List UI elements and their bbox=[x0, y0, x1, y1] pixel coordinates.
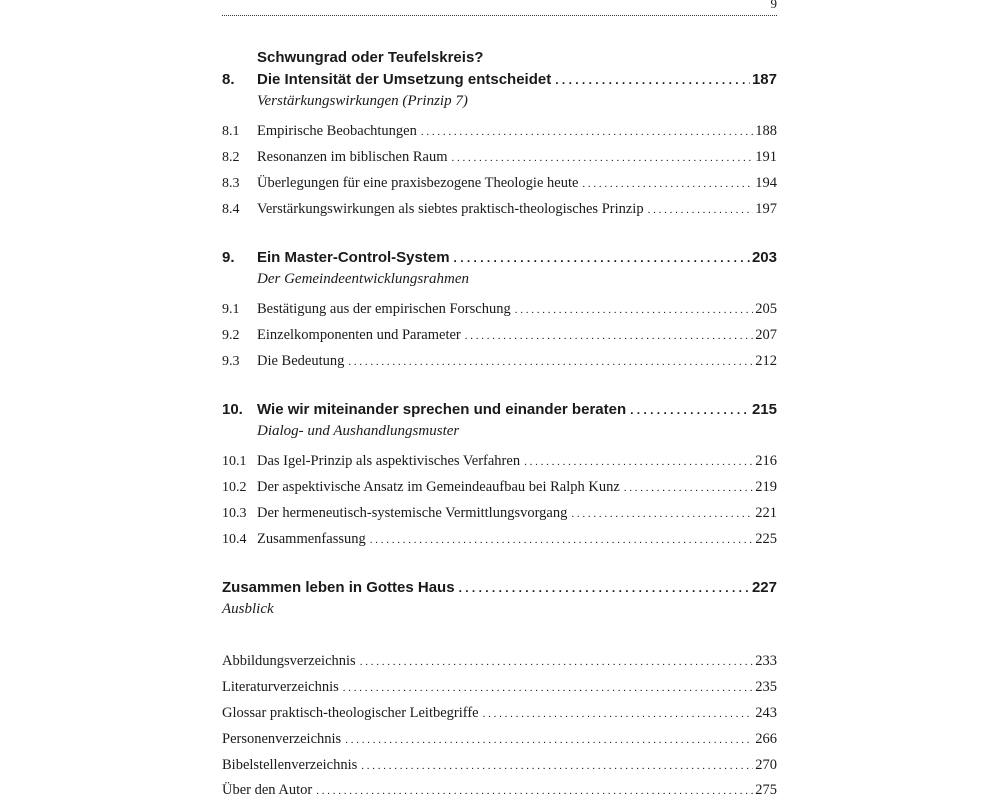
section-title: Das Igel-Prinzip als aspektivisches Verfahren bbox=[257, 453, 521, 469]
dot-leader bbox=[582, 175, 753, 192]
dot-leader bbox=[451, 149, 753, 166]
section-number: 10.1 bbox=[222, 454, 247, 469]
dot-leader bbox=[370, 531, 754, 548]
section-number: 8.1 bbox=[222, 124, 240, 139]
section-title: Empirische Beobachtungen bbox=[257, 123, 417, 139]
dot-leader bbox=[624, 479, 753, 496]
section-title: Einzelkomponenten und Parameter bbox=[257, 327, 461, 343]
section-page: 225 bbox=[755, 531, 777, 547]
chapter-title-line1: Schwungrad oder Teufelskreis? bbox=[257, 49, 484, 66]
toc-entry-section[interactable] bbox=[222, 301, 777, 321]
section-number: 8.3 bbox=[222, 176, 240, 191]
section-number: 9.1 bbox=[222, 302, 240, 317]
section-title: Resonanzen im biblischen Raum bbox=[257, 149, 448, 165]
dot-leader bbox=[361, 757, 753, 774]
toc-entry-chapter-9[interactable] bbox=[222, 249, 777, 269]
section-title: Bestätigung aus der empirischen Forschung bbox=[257, 301, 511, 317]
toc-entry-chapter-10[interactable] bbox=[222, 401, 777, 421]
chapter-number: 10. bbox=[222, 401, 243, 418]
section-page: 216 bbox=[755, 453, 777, 469]
toc-entry-appendix[interactable] bbox=[222, 757, 777, 777]
chapter-number: 9. bbox=[222, 249, 235, 266]
toc-entry-section[interactable] bbox=[222, 123, 777, 143]
appendix-page: 266 bbox=[755, 731, 777, 747]
section-title: Verstärkungswirkungen als siebtes praktisch-theologisches Prinzip bbox=[257, 201, 644, 217]
toc-entry-section[interactable] bbox=[222, 327, 777, 347]
dot-leader bbox=[360, 653, 754, 670]
toc-entry-section[interactable] bbox=[222, 201, 777, 221]
dot-leader bbox=[421, 123, 753, 140]
dot-leader bbox=[465, 327, 754, 344]
toc-entry-section[interactable] bbox=[222, 531, 777, 551]
section-title: Die Bedeutung bbox=[257, 353, 345, 369]
appendix-page: 243 bbox=[755, 705, 777, 721]
chapter-title: Wie wir miteinander sprechen und einander beraten bbox=[257, 401, 627, 418]
toc-entry-section[interactable] bbox=[222, 453, 777, 473]
appendix-title: Literaturverzeichnis bbox=[222, 679, 339, 695]
section-page: 191 bbox=[755, 149, 777, 165]
section-page: 219 bbox=[755, 479, 777, 495]
section-number: 10.2 bbox=[222, 480, 247, 495]
dot-leader bbox=[316, 782, 753, 799]
section-number: 8.2 bbox=[222, 150, 240, 165]
dot-leader bbox=[555, 71, 750, 88]
dot-leader bbox=[459, 579, 750, 596]
section-page: 212 bbox=[755, 353, 777, 369]
appendix-title: Über den Autor bbox=[222, 782, 313, 798]
appendix-page: 233 bbox=[755, 653, 777, 669]
section-page: 205 bbox=[755, 301, 777, 317]
outlook-page: 227 bbox=[751, 579, 777, 596]
chapter-subtitle: Verstärkungswirkungen (Prinzip 7) bbox=[257, 93, 468, 109]
section-number: 10.3 bbox=[222, 506, 247, 521]
dot-leader bbox=[483, 705, 754, 722]
dot-leader bbox=[515, 301, 754, 318]
toc-entry-outlook[interactable] bbox=[222, 579, 777, 599]
appendix-title: Abbildungsverzeichnis bbox=[222, 653, 356, 669]
dot-leader bbox=[348, 353, 753, 370]
dot-leader bbox=[454, 249, 750, 266]
outlook-title: Zusammen leben in Gottes Haus bbox=[222, 579, 455, 596]
header-dotted-rule bbox=[222, 15, 777, 16]
toc-entry-section[interactable] bbox=[222, 479, 777, 499]
dot-leader bbox=[345, 731, 753, 748]
toc-entry-section[interactable] bbox=[222, 353, 777, 373]
toc-entry-appendix[interactable] bbox=[222, 679, 777, 699]
dot-leader bbox=[571, 505, 753, 522]
chapter-title: Ein Master-Control-System bbox=[257, 249, 450, 266]
dot-leader bbox=[343, 679, 754, 696]
section-number: 9.2 bbox=[222, 328, 240, 343]
page-number: 9 bbox=[770, 0, 777, 11]
outlook-subtitle: Ausblick bbox=[222, 601, 274, 617]
toc-entry-appendix[interactable] bbox=[222, 782, 777, 802]
section-page: 221 bbox=[755, 505, 777, 521]
appendix-title: Personenverzeichnis bbox=[222, 731, 342, 747]
appendix-title: Glossar praktisch-theologischer Leitbegriffe bbox=[222, 705, 479, 721]
toc-entry-appendix[interactable] bbox=[222, 653, 777, 673]
chapter-page: 203 bbox=[751, 249, 777, 266]
section-title: Überlegungen für eine praxisbezogene Theologie heute bbox=[257, 175, 579, 191]
appendix-page: 275 bbox=[755, 782, 777, 798]
appendix-page: 235 bbox=[755, 679, 777, 695]
toc-entry-appendix[interactable] bbox=[222, 705, 777, 725]
toc-entry-section[interactable] bbox=[222, 149, 777, 169]
section-page: 207 bbox=[755, 327, 777, 343]
chapter-title: Die Intensität der Umsetzung entscheidet bbox=[257, 71, 552, 88]
toc-entry-section[interactable] bbox=[222, 175, 777, 195]
toc-page bbox=[222, 0, 777, 800]
chapter-page: 187 bbox=[751, 71, 777, 88]
dot-leader bbox=[524, 453, 753, 470]
section-number: 9.3 bbox=[222, 354, 240, 369]
dot-leader bbox=[630, 401, 750, 418]
dot-leader bbox=[648, 201, 754, 218]
section-page: 194 bbox=[755, 175, 777, 191]
section-number: 10.4 bbox=[222, 532, 247, 547]
toc-entry-chapter-8[interactable] bbox=[222, 71, 777, 91]
section-number: 8.4 bbox=[222, 202, 240, 217]
toc-entry-appendix[interactable] bbox=[222, 731, 777, 751]
section-title: Der aspektivische Ansatz im Gemeindeaufbau bei Ralph Kunz bbox=[257, 479, 620, 495]
chapter-subtitle: Der Gemeindeentwicklungsrahmen bbox=[257, 271, 470, 287]
toc-entry-section[interactable] bbox=[222, 505, 777, 525]
appendix-title: Bibelstellenverzeichnis bbox=[222, 757, 358, 773]
chapter-number: 8. bbox=[222, 71, 235, 88]
section-title: Zusammenfassung bbox=[257, 531, 366, 547]
section-title: Der hermeneutisch-systemische Vermittlungsvorgang bbox=[257, 505, 568, 521]
appendix-page: 270 bbox=[755, 757, 777, 773]
chapter-page: 215 bbox=[751, 401, 777, 418]
section-page: 197 bbox=[755, 201, 777, 217]
section-page: 188 bbox=[755, 123, 777, 139]
chapter-subtitle: Dialog- und Aushandlungsmuster bbox=[257, 423, 460, 439]
